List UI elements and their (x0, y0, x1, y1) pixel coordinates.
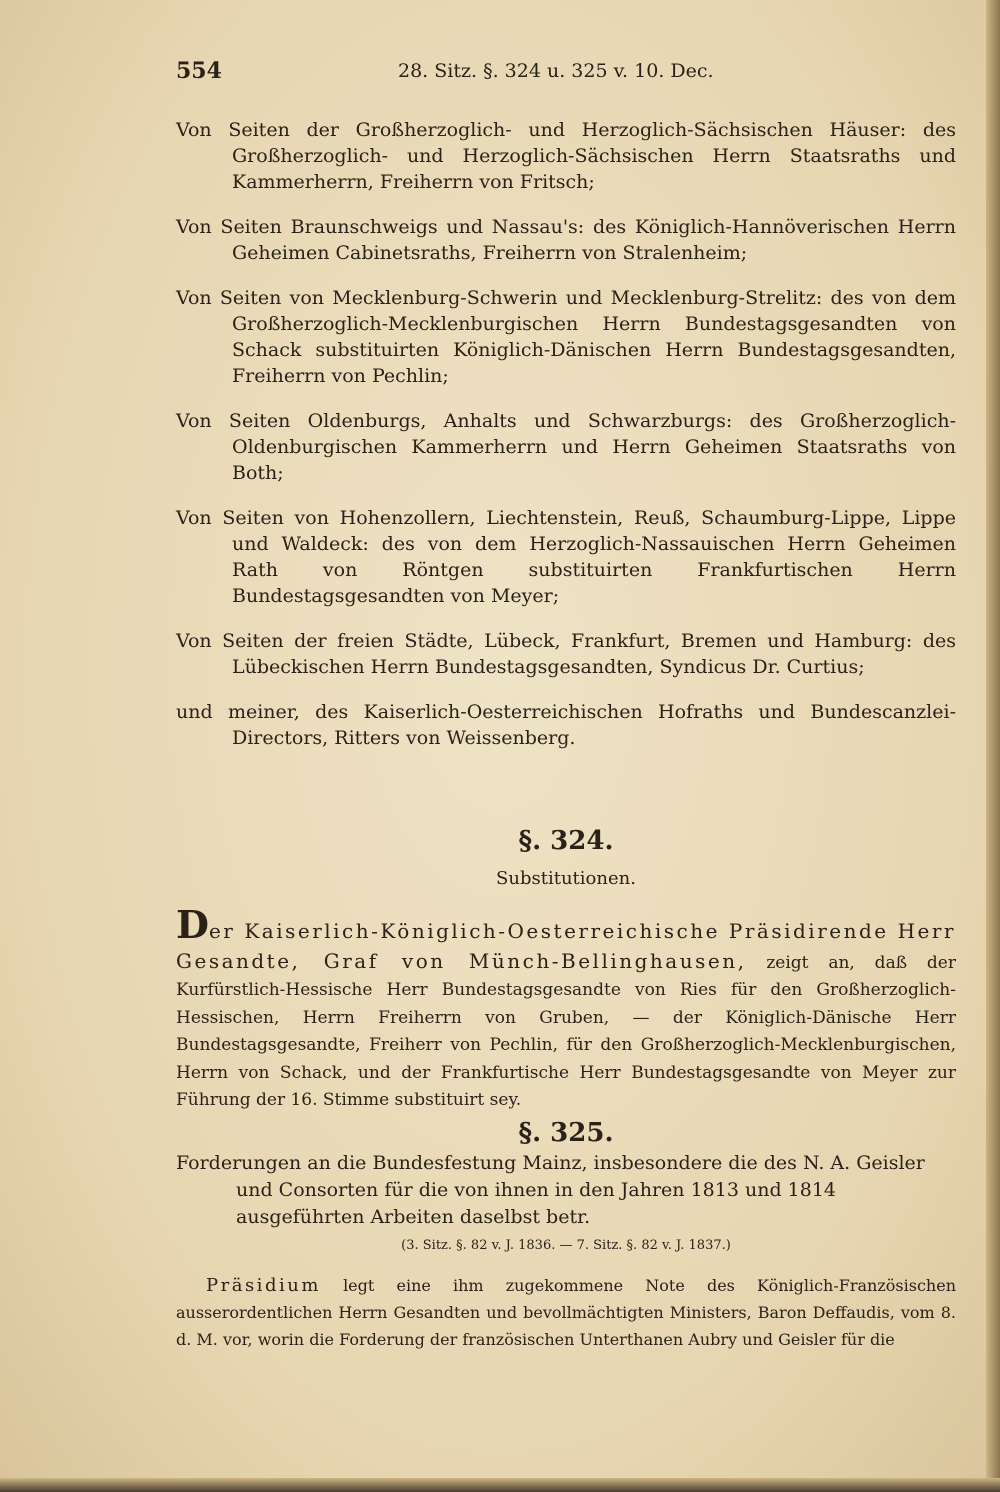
page-edge-right (986, 0, 1000, 1492)
section-325-paragraph (176, 1272, 956, 1353)
page-number: 554 (176, 58, 222, 84)
delegate-entry: Von Seiten Braunschweigs und Nassau's: des Königlich-Hannöverischen Herrn Geheimen Cabinetsraths, Freiherrn von Stralenheim; (176, 216, 956, 264)
section-325-reference: (3. Sitz. §. 82 v. J. 1836. — 7. Sitz. §. 82 v. J. 1837.) (401, 1238, 731, 1253)
section-324-subtitle: Substitutionen. (496, 868, 636, 889)
delegate-entry: Von Seiten von Mecklenburg-Schwerin und Mecklenburg-Strelitz: des von dem Großherzoglich-Mecklenburgischen Herrn Bundestagsgesandten von Schack substituirten Königlich-Dänischen Herrn Bundestagsgesandten, Freiherrn von Pechlin; (176, 287, 956, 387)
delegate-entry: und meiner, des Kaiserlich-Oesterreichischen Hofraths und Bundescanzlei-Directors, Ritters von Weissenberg. (176, 701, 956, 749)
delegate-entry: Von Seiten der Großherzoglich- und Herzoglich-Sächsischen Häuser: des Großherzoglich- und Herzoglich-Sächsischen Herrn Staatsraths und Kammerherrn, Freiherrn von Fritsch; (176, 119, 956, 193)
section-324-heading: §. 324. (518, 826, 614, 856)
section-325-title: Forderungen an die Bundesfestung Mainz, insbesondere die des N. A. Geisler und Consorten für die von ihnen in den Jahren 1813 und 1814 ausgeführten Arbeiten daselbst betr. (176, 1152, 925, 1228)
delegate-entry: Von Seiten von Hohenzollern, Liechtenstein, Reuß, Schaumburg-Lippe, Lippe und Waldeck: des von dem Herzoglich-Nassauischen Herrn Geheimen Rath von Röntgen substituirten Frankfurtischen Herrn Bundestagsgesandten von Meyer; (176, 507, 956, 607)
page-header (176, 58, 976, 88)
section-325-heading: §. 325. (518, 1118, 614, 1148)
running-head: 28. Sitz. §. 324 u. 325 v. 10. Dec. (398, 60, 714, 82)
section-324-paragraph (176, 902, 956, 1115)
section-325-body: legt eine ihm zugekommene Note des Königlich-Französischen ausserordentlichen Herrn Gesandten und bevollmächtigten Ministers, Baron Deffaudis, vom 8. d. M. vor, worin die Forderung der französischen Unterthanen Aubry und Geisler für die (176, 1276, 957, 1349)
delegate-list (176, 98, 956, 765)
drop-initial: D (176, 902, 209, 947)
delegate-entry: Von Seiten Oldenburgs, Anhalts und Schwarzburgs: des Großherzoglich-Oldenburgischen Kammerherrn und Herrn Geheimen Staatsraths von Both; (176, 410, 956, 484)
section-325-lead: Präsidium (206, 1275, 321, 1296)
delegate-entry: Von Seiten der freien Städte, Lübeck, Frankfurt, Bremen und Hamburg: des Lübeckischen Herrn Bundestagsgesandten, Syndicus Dr. Curtius; (176, 630, 956, 678)
section-324-lead: er Kaiserlich-Königlich-Oesterreichische Präsidirende Herr Gesandte, Graf von Münch-Bellinghausen, (176, 919, 956, 973)
section-324-body: zeigt an, daß der Kurfürstlich-Hessische Herr Bundestagsgesandte von Ries für den Großherzoglich-Hessischen, Herrn Freiherrn von Gruben, — der Königlich-Dänische Herr Bundestagsgesandte, Freiherr von Pechlin, für den Großherzoglich-Mecklenburgischen, Herrn von Schack, und der Frankfurtische Herr Bundestagsgesandte von Meyer zur Führung der 16. Stimme substituirt sey. (176, 952, 956, 1110)
page-edge-bottom (0, 1478, 1000, 1492)
